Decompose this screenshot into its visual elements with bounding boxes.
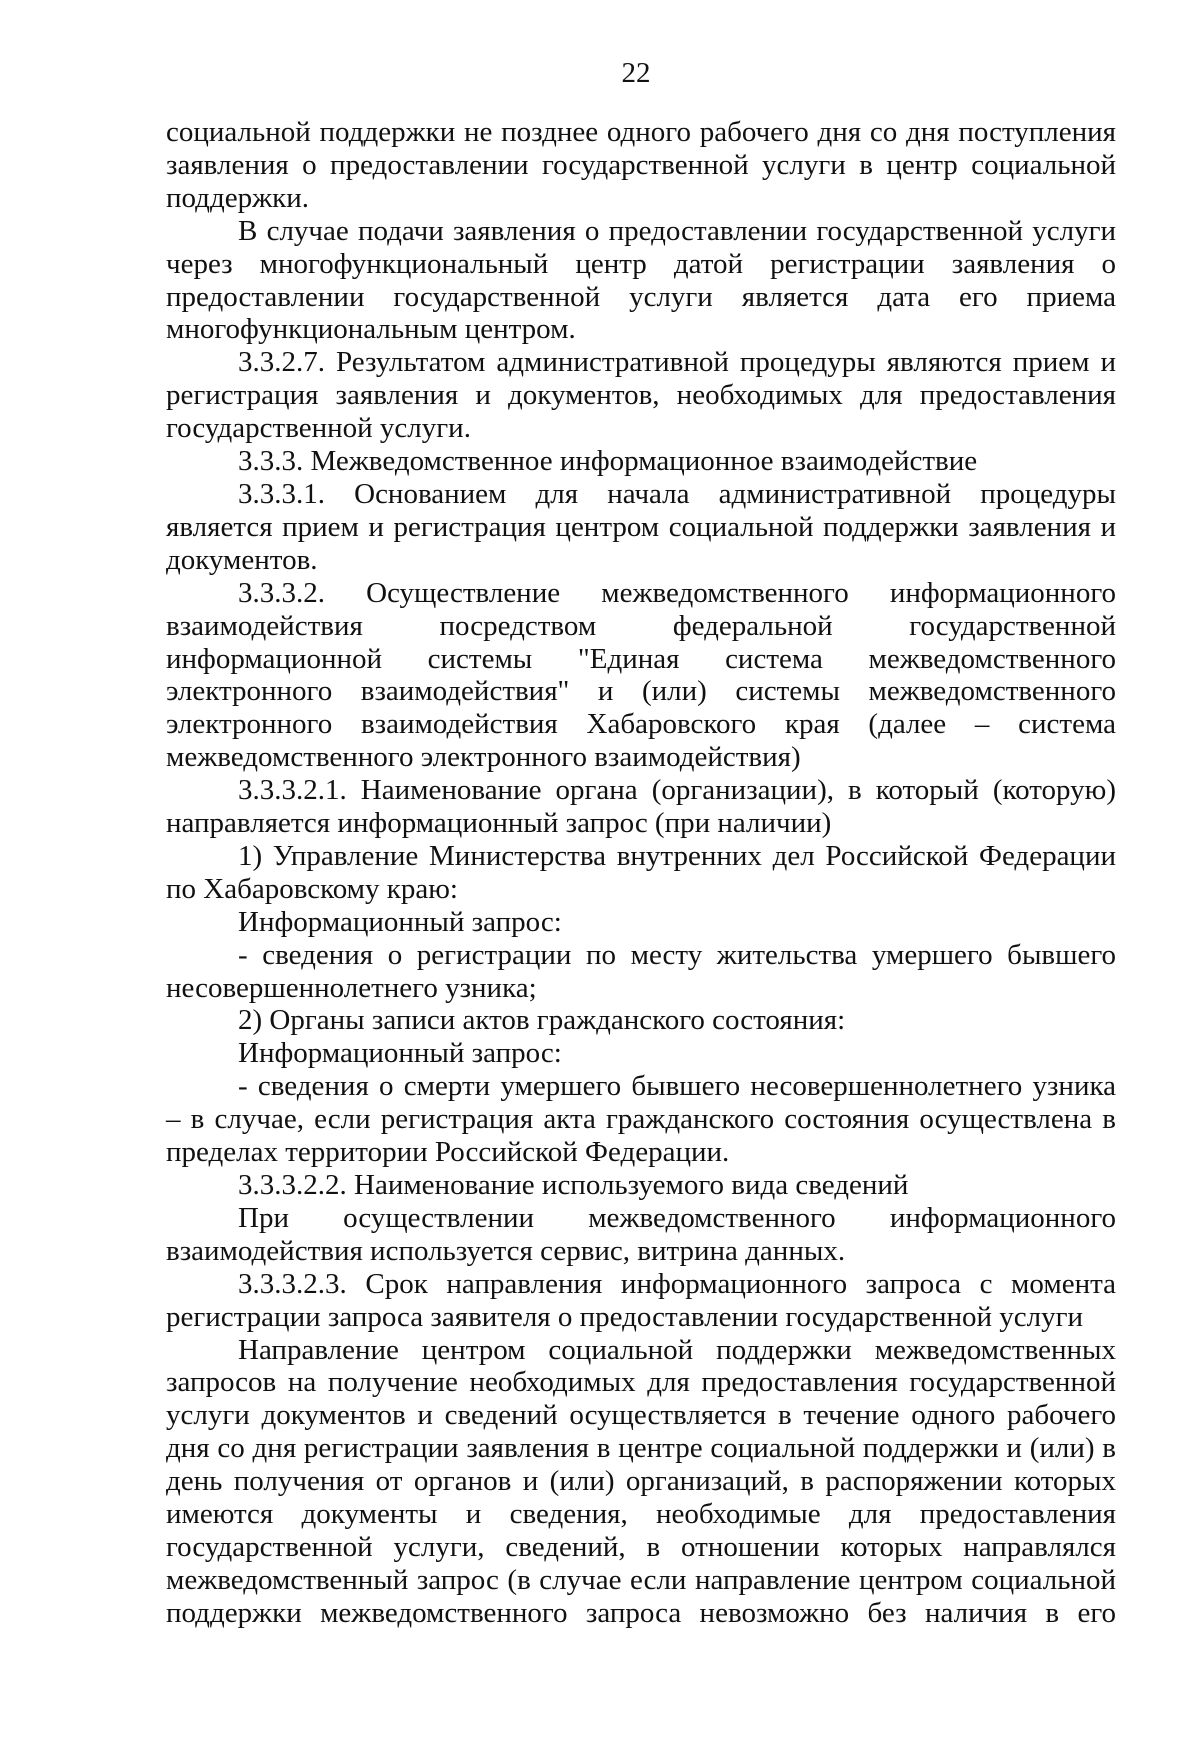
- paragraph: В случае подачи заявления о предоставлении государственной услуги через многофункциональный центр датой регистрации заявления о предоставлении государственной услуги является дата его приема многофункциональным центром.: [166, 214, 1116, 346]
- paragraph: 3.3.3.2.3. Срок направления информационного запроса с момента регистрации запроса заявителя о предоставлении государственной услуги: [166, 1267, 1116, 1333]
- page-number: 22: [621, 57, 651, 89]
- paragraph: Информационный запрос:: [238, 905, 562, 938]
- paragraph: Информационный запрос:: [238, 1037, 562, 1070]
- document-body: [166, 116, 1116, 1630]
- paragraph: 3.3.3.2.2. Наименование используемого вида сведений: [238, 1169, 909, 1201]
- paragraph: 3.3.3.2.1. Наименование органа (организации), в который (которую) направляется информационный запрос (при наличии): [166, 774, 1116, 840]
- paragraph: 3.3.3.2. Осуществление межведомственного информационного взаимодействия посредством федеральной государственной информационной системы "Единая система межведомственного электронного взаимодействия" и (или) системы межведомственного электронного взаимодействия Хабаровского края (далее – система межведомственного электронного взаимодействия): [166, 576, 1116, 774]
- paragraph: - сведения о смерти умершего бывшего несовершеннолетнего узника – в случае, если регистрация акта гражданского состояния осуществлена в пределах территории Российской Федерации.: [166, 1070, 1116, 1169]
- paragraph: 3.3.3.1. Основанием для начала административной процедуры является прием и регистрация центром социальной поддержки заявления и документов.: [166, 477, 1116, 576]
- paragraph: 1) Управление Министерства внутренних дел Российской Федерации по Хабаровскому краю:: [166, 839, 1116, 905]
- paragraph: 3.3.3. Межведомственное информационное взаимодействие: [238, 445, 978, 478]
- paragraph: Направление центром социальной поддержки межведомственных запросов на получение необходимых для предоставления государственной услуги документов и сведений осуществляется в течение одного рабочего дня со дня регистрации заявления в центре социальной поддержки и (или) в день получения от органов и (или) организаций, в распоряжении которых имеются документы и сведения, необходимые для предоставления государственной услуги, сведений, в отношении которых направлялся межведомственный запрос (в случае если направление центром социальной поддержки межведомственного запроса невозможно без наличия в его: [166, 1333, 1116, 1629]
- paragraph: 3.3.2.7. Результатом административной процедуры являются прием и регистрация заявления и документов, необходимых для предоставления государственной услуги.: [166, 346, 1116, 445]
- paragraph: 2) Органы записи актов гражданского состояния:: [238, 1004, 846, 1037]
- paragraph: социальной поддержки не позднее одного рабочего дня со дня поступления заявления о предоставлении государственной услуги в центр социальной поддержки.: [166, 116, 1116, 214]
- paragraph: При осуществлении межведомственного информационного взаимодействия используется сервис, витрина данных.: [166, 1201, 1116, 1267]
- paragraph: - сведения о регистрации по месту жительства умершего бывшего несовершеннолетнего узника;: [166, 938, 1116, 1004]
